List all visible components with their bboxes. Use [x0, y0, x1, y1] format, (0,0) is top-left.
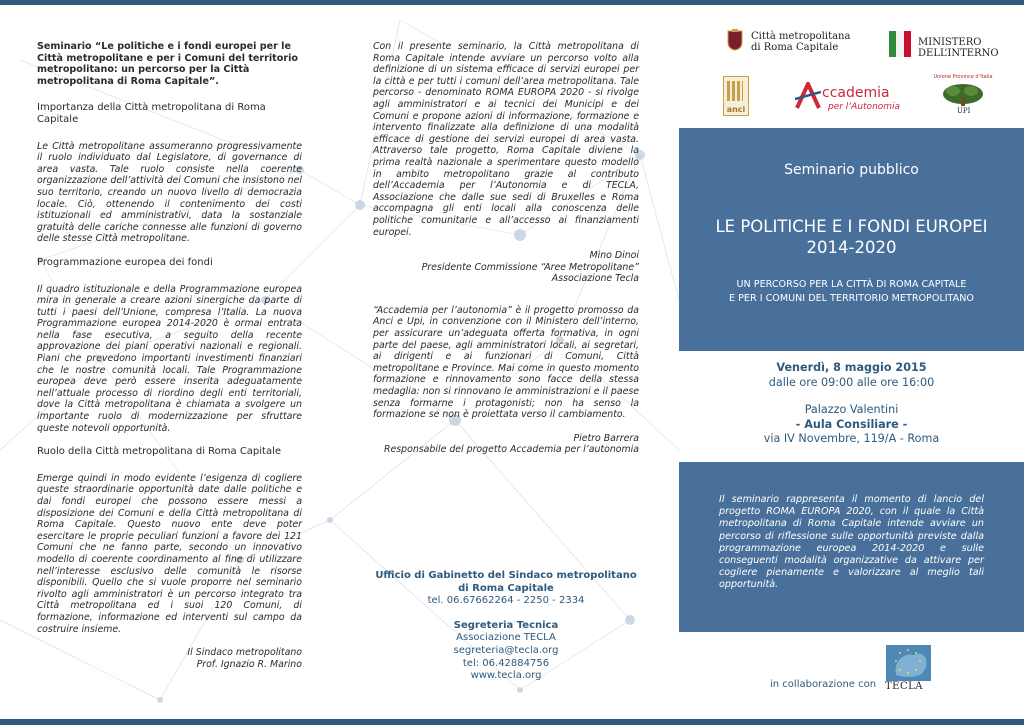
event-details: [679, 361, 1024, 447]
office-name: Ufficio di Gabinetto del Sindaco metropolitano: [375, 570, 637, 581]
section-title-role: Ruolo della Città metropolitana di Roma Capitale: [37, 446, 282, 458]
tecla-logo: [886, 645, 931, 681]
statements-column: [373, 41, 639, 476]
collaboration-label: in collaborazione con: [770, 679, 877, 690]
city-logo-text: Città metropolitana di Roma Capitale: [751, 31, 851, 53]
europe-map-icon: [886, 645, 931, 681]
event-address: via IV Novembre, 119/A - Roma: [763, 432, 940, 445]
ministry-logo-text: MINISTERO DELL’INTERNO: [918, 37, 999, 59]
secretariat-email[interactable]: segreteria@tecla.org: [453, 644, 559, 656]
upi-oak-icon: [941, 82, 985, 106]
dinoi-signature: [373, 250, 639, 285]
event-room: - Aula Consiliare -: [795, 417, 908, 431]
secretariat-title: Segreteria Tecnica: [453, 619, 559, 631]
accademia-a-icon: [795, 82, 821, 110]
statement-accademia: “Accademia per l’autonomia” è il progetto promosso da Anci e Upi, in convenzione con il Ministero dell’interno, per assicurare un’adeguata offerta formativa, in ogni parte del paese, agli amministratori locali, ai segretari, ai dirigenti e ai funzionari di Comuni, Città metropolitane e Province. Mai come in questo momento formazione e rinnovamento sono facce della stessa medaglia: non si rinnovano le amministrazioni e il paese senza formarne i protagonisti; non ha senso la formazione se non è proiettata verso il cambiamento.: [373, 304, 639, 421]
signature-role: Presidente Commissione “Aree Metropolitane”: [421, 261, 639, 273]
section-text-importance: Le Città metropolitane assumeranno progressivamente il ruolo individuato dal Legislatore, di governance di area vasta. Tale ruolo consiste nella coerente organizzazione dell’attività dei Comuni che insistono nel suo territorio, creando un nuovo livello di democrazia locale. Ciò, ottenendo il contenimento dei costi istituzionali ed amministrativi, data la sostanziale gratuità delle cariche connesse alle funzioni di governo delle stesse Città metropolitane.: [37, 140, 302, 245]
bottom-border-bar: [0, 719, 1024, 725]
event-time: dalle ore 09:00 alle ore 16:00: [768, 375, 935, 389]
upi-logo-top: Unione Province d’Italia: [933, 74, 993, 80]
italian-flag-icon: [889, 31, 911, 57]
signature-name: Pietro Barrera: [573, 432, 639, 444]
barrera-signature: [373, 433, 639, 456]
event-kicker: Seminario pubblico: [784, 162, 919, 178]
anci-logo: anci: [723, 76, 749, 116]
event-date: Venerdì, 8 maggio 2015: [776, 361, 927, 374]
event-title: LE POLITICHE E I FONDI EUROPEI 2014-2020: [715, 217, 988, 257]
contact-block: [373, 570, 639, 683]
tecla-logo-text: TECLA: [885, 681, 923, 692]
section-text-programming: Il quadro istituzionale e della Programmazione europea mira in generale a creare azioni sinergiche da parte di tutti i paesi dell’Unione, compresa l’Italia. La nuova Programmazione europea 2014-2020 è ormai entrata nella fase esecutiva, a seguito della recente approvazione dei piani operativi nazionali e regionali. Piani che prevedono importanti investimenti finanziari che le nostre comunità locali. Tale Programmazione europea deve però essere inserita adeguatamente nell’attuale processo di riordino degli enti territoriali, dove la Città metropolitana è chiamata a svolgere un importante ruolo di modernizzazione per sfruttare queste notevoli opportunità.: [37, 283, 302, 434]
partner-logos: [679, 0, 1024, 128]
seminar-heading: Seminario “Le politiche e i fondi europei per le Città metropolitane e per i Comuni del territorio metropolitano: un percorso per la Città metropolitana di Roma Capitale”.: [37, 41, 298, 87]
city-crest-icon: [727, 29, 743, 51]
accademia-logo-text: ccademia: [822, 85, 890, 101]
secretariat-phone: tel: 06.42884756: [462, 657, 550, 669]
signature-name: Prof. Ignazio R. Marino: [196, 658, 302, 670]
upi-logo-text: UPI: [957, 107, 971, 115]
accademia-logo-subtext: per l’Autonomia: [828, 102, 901, 112]
signature-role: Responsabile del progetto Accademia per l’autonomia: [383, 444, 639, 456]
section-title-programming: Programmazione europea dei fondi: [37, 256, 213, 268]
section-text-role: Emerge quindi in modo evidente l’esigenza di cogliere queste straordinarie opportunità date dalle politiche e dai fondi europei che possono essere messi a disposizione dei Comuni e della Città metropolitana di Roma Capitale. Questo nuovo ente deve poter esercitare le proprie peculiari funzioni a favore dei 121 Comuni che ne fanno parte, secondo un innovativo modello di coerente coordinamento al fine di utilizzare nell’interesse esclusivo delle comunità le risorse disponibili. Quello che si vuole proporre nel seminario rivolto agli amministratori è un percorso integrato tra Città metropolitana ed i suoi 120 Comuni, di formazione, informazione ed interventi sul campo da costruire insieme.: [37, 472, 302, 635]
signature-org: Associazione Tecla: [551, 273, 639, 285]
signature-name: Mino Dinoi: [589, 250, 639, 262]
section-title-importance: Importanza della Città metropolitana di Roma Capitale: [37, 102, 266, 125]
office-name-line2: di Roma Capitale: [458, 582, 554, 594]
mayor-signature: [37, 647, 302, 670]
event-subtitle: UN PERCORSO PER LA CITTÀ DI ROMA CAPITALE E PER I COMUNI DEL TERRITORIO METROPOLITANO: [729, 279, 974, 304]
abstract-panel: [679, 462, 1024, 632]
intro-column: [37, 41, 302, 690]
secretariat-org: Associazione TECLA: [456, 632, 556, 644]
cover-title-panel: [679, 128, 1024, 351]
secretariat-website[interactable]: www.tecla.org: [470, 670, 542, 682]
signature-role: Il Sindaco metropolitano: [187, 647, 302, 659]
event-venue: Palazzo Valentini: [804, 403, 899, 416]
event-abstract: Il seminario rappresenta il momento di lancio del progetto ROMA EUROPA 2020, con il quale la Città metropolitana di Roma Capitale intende avviare un percorso di riflessione sulle opportunità previste dalla programmazione europea 2014-2020 e sulle conseguenti modalità organizzative da attivare per cogliere pienamente e valorizzare al meglio tali opportunità.: [719, 494, 984, 591]
statement-tecla: Con il presente seminario, la Città metropolitana di Roma Capitale intende avviare un percorso volto alla definizione di un sistema efficace di servizi europei per la città e per tutti i comuni dell’area metropolitana. Tale percorso - denominato ROMA EUROPA 2020 - si rivolge agli amministratori e ai tecnici dei Municipi e dei Comuni e propone azioni di informazione, formazione e intervento finalizzate alla definizione di una modalità efficace di gestione dei servizi europei di area vasta. Attraverso tale progetto, Roma Capitale diviene la prima realtà nazionale a sperimentare questo modello in ambito metropolitano grazie al contributo dell’Accademia per l’Autonomia e di TECLA, Associazione che dalle sue sedi di Bruxelles e Roma accompagna gli enti locali alla conoscenza delle politiche comunitarie e all’accesso ai finanziamenti europei.: [373, 41, 639, 238]
office-phone: tel. 06.67662264 - 2250 - 2334: [427, 595, 585, 607]
